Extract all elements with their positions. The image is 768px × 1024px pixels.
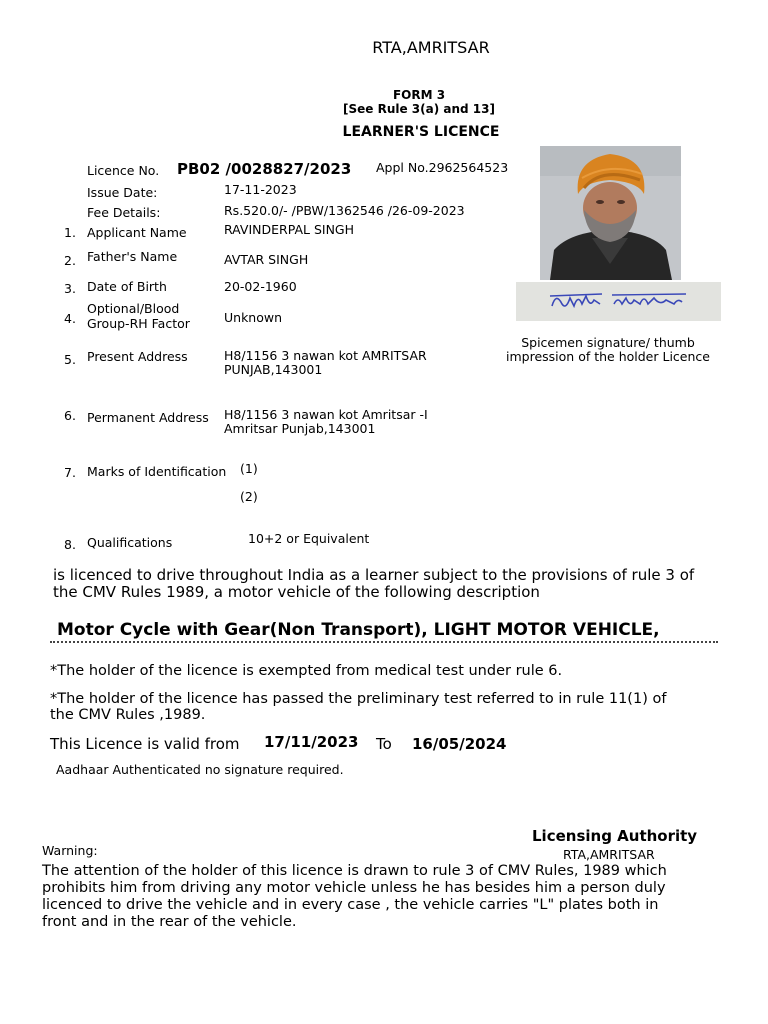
licensing-authority-office: RTA,AMRITSAR	[563, 847, 655, 862]
holder-photo	[540, 146, 681, 280]
form-number: FORM 3	[392, 88, 446, 102]
field-number: 8.	[64, 537, 76, 552]
licensing-authority-title: Licensing Authority	[532, 827, 698, 845]
valid-to-date: 16/05/2024	[412, 735, 507, 753]
preliminary-test-note-line1: *The holder of the licence has passed the preliminary test referred to in rule 11(1) of	[50, 691, 667, 707]
aadhaar-note: Aadhaar Authenticated no signature required.	[56, 762, 344, 777]
field-number: 7.	[64, 465, 76, 480]
valid-from-date: 17/11/2023	[264, 733, 359, 751]
dotted-separator	[50, 641, 718, 643]
dob-value: 20-02-1960	[224, 279, 297, 294]
fee-value: Rs.520.0/- /PBW/1362546 /26-09-2023	[224, 203, 465, 218]
mark-2: (2)	[240, 489, 258, 504]
mark-1: (1)	[240, 461, 258, 476]
description-line2: the CMV Rules 1989, a motor vehicle of the following description	[53, 583, 540, 601]
blood-group-value: Unknown	[224, 310, 283, 325]
validity-label: This Licence is valid from	[50, 735, 240, 753]
specimen-caption-line2: impression of the holder Licence	[506, 349, 710, 364]
blood-group-label-line2: Group-RH Factor	[87, 316, 190, 331]
warning-line1: The attention of the holder of this licence is drawn to rule 3 of CMV Rules, 1989 which	[42, 863, 667, 879]
permanent-address-line1: H8/1156 3 nawan kot Amritsar -I	[224, 407, 428, 422]
father-name-value: AVTAR SINGH	[224, 252, 309, 267]
applicant-name-label: Applicant Name	[87, 225, 187, 240]
vehicle-class: Motor Cycle with Gear(Non Transport), LIGHT MOTOR VEHICLE,	[57, 620, 660, 640]
qualifications-label: Qualifications	[87, 535, 173, 550]
rule-reference: [See Rule 3(a) and 13]	[343, 102, 495, 116]
specimen-caption-line1: Spicemen signature/ thumb	[521, 335, 695, 350]
qualifications-value: 10+2 or Equivalent	[248, 531, 370, 546]
licence-number: PB02 /0028827/2023	[177, 160, 352, 178]
preliminary-test-note-line2: the CMV Rules ,1989.	[50, 707, 206, 723]
marks-label: Marks of Identification	[87, 464, 227, 479]
document-title: LEARNER'S LICENCE	[342, 124, 500, 140]
application-number: Appl No.2962564523	[376, 160, 509, 175]
field-number: 5.	[64, 352, 76, 367]
holder-signature	[516, 282, 721, 321]
permanent-address-line2: Amritsar Punjab,143001	[224, 421, 376, 436]
office-heading: RTA,AMRITSAR	[372, 38, 490, 57]
issue-date-label: Issue Date:	[87, 185, 158, 200]
field-number: 6.	[64, 408, 76, 423]
warning-line4: front and in the rear of the vehicle.	[42, 914, 297, 930]
warning-line2: prohibits him from driving any motor vehicle unless he has besides him a person duly	[42, 880, 666, 896]
applicant-name-value: RAVINDERPAL SINGH	[224, 222, 355, 237]
description-line1: is licenced to drive throughout India as a learner subject to the provisions of rule 3 of	[53, 566, 695, 584]
medical-exemption-note: *The holder of the licence is exempted from medical test under rule 6.	[50, 663, 563, 679]
present-address-line2: PUNJAB,143001	[224, 362, 323, 377]
fee-label: Fee Details:	[87, 205, 161, 220]
warning-line3: licenced to drive the vehicle and in every case , the vehicle carries "L" plates both in	[42, 897, 659, 913]
present-address-label: Present Address	[87, 349, 188, 364]
field-number: 3.	[64, 281, 76, 296]
licence-label: Licence No.	[87, 163, 160, 178]
field-number: 2.	[64, 253, 76, 268]
field-number: 4.	[64, 311, 76, 326]
dob-label: Date of Birth	[87, 279, 167, 294]
present-address-line1: H8/1156 3 nawan kot AMRITSAR	[224, 348, 427, 363]
blood-group-label-line1: Optional/Blood	[87, 301, 180, 316]
warning-label: Warning:	[42, 843, 98, 858]
valid-to-label: To	[376, 735, 392, 753]
issue-date-value: 17-11-2023	[224, 182, 297, 197]
field-number: 1.	[64, 225, 76, 240]
father-name-label: Father's Name	[87, 249, 178, 264]
permanent-address-label: Permanent Address	[87, 410, 209, 425]
